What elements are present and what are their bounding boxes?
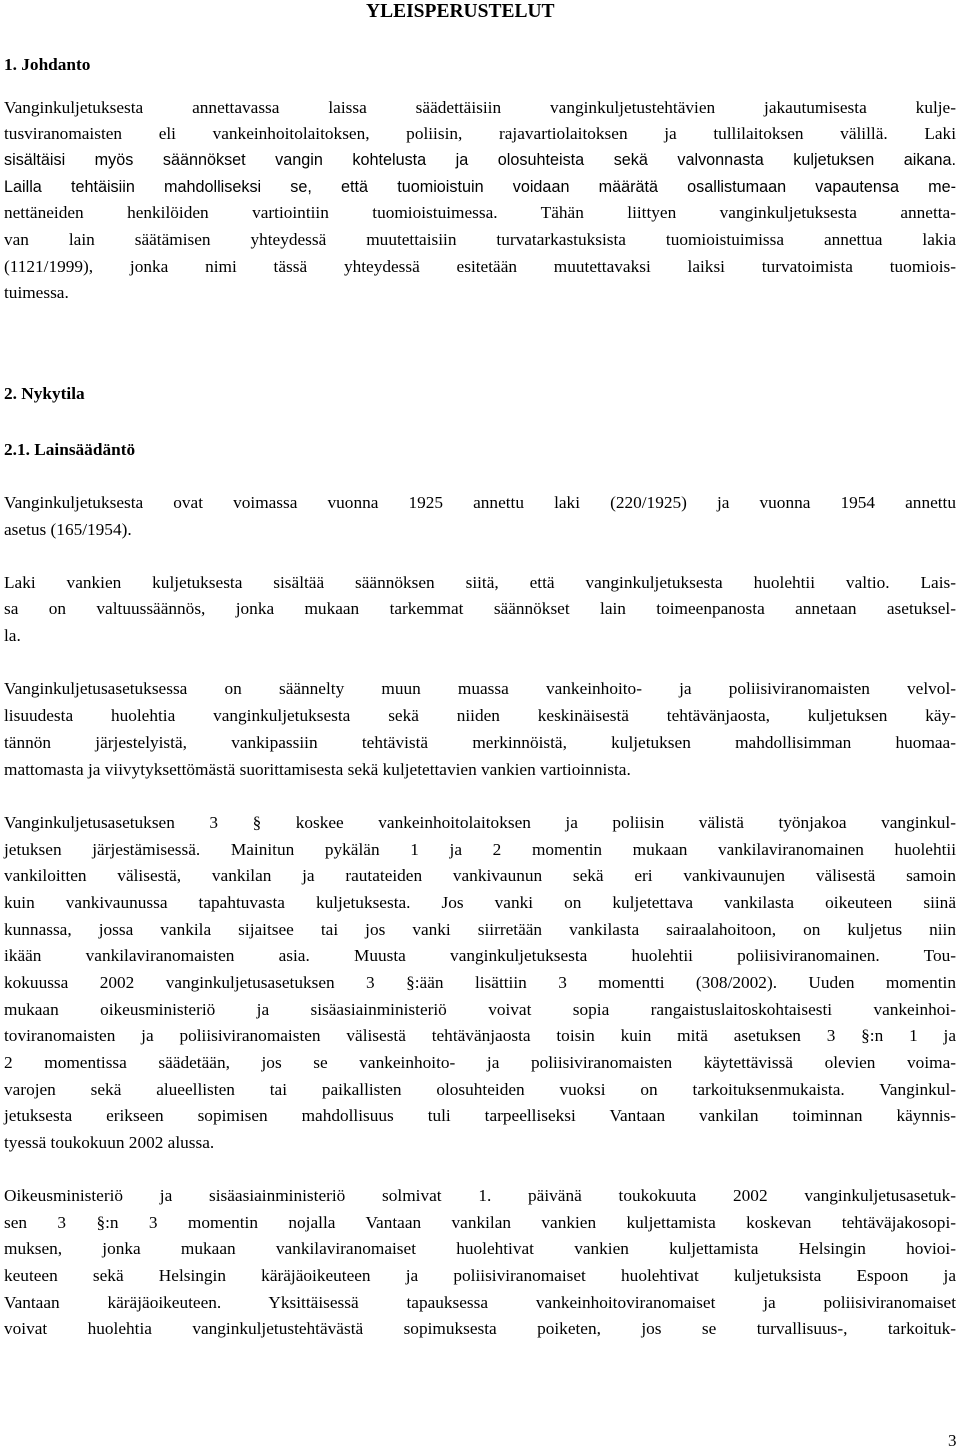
paragraph-line: ikään vankilaviranomaisten asia. Muusta vanginkuljetuksesta huolehtii poliisiviranomainen. Tou- — [4, 946, 956, 965]
section-heading-current-state: 2. Nykytila — [4, 384, 85, 403]
paragraph-line: muksen, jonka mukaan vankilaviranomaiset huolehtivat vankien kuljettamista Helsingin hovioi- — [4, 1239, 956, 1258]
document-header-title: YLEISPERUSTELUT — [366, 1, 555, 22]
paragraph-line: Oikeusministeriö ja sisäasiainministeriö solmivat 1. päivänä toukokuuta 2002 vanginkuljetusasetuk- — [4, 1186, 956, 1205]
section-heading-legislation: 2.1. Lainsäädäntö — [4, 440, 136, 459]
paragraph-line: tännön järjestelyistä, vankipassiin tehtävistä merkinnöistä, kuljetuksen mahdollisimman huomaa- — [4, 733, 956, 752]
paragraph-line: sa on valtuussäännös, jonka mukaan tarkemmat säännökset lain toimeenpanosta annetaan asetuksel- — [4, 599, 956, 618]
paragraph-line: (1121/1999), jonka nimi tässä yhteydessä esitetään muutettavaksi laiksi turvatoimista tuomiois- — [4, 257, 956, 276]
paragraph-line: van lain säätämisen yhteydessä muutettaisiin turvatarkastuksista tuomioistuimissa annettua lakia — [4, 230, 956, 249]
paragraph-line: kunnassa, jossa vankila sijaitsee tai jos vanki siirretään vankilasta sairaalahoitoon, on kuljetus niin — [4, 920, 956, 939]
paragraph-line: Laki vankien kuljetuksesta sisältää säännöksen siitä, että vanginkuljetuksesta huolehtii valtio. Lais- — [4, 573, 956, 592]
paragraph-line: lisuudesta huolehtia vanginkuljetuksesta sekä niiden keskinäisestä tehtävänjaosta, kuljetuksen käy- — [4, 706, 956, 725]
paragraph-line: tuimessa. — [4, 283, 69, 302]
paragraph-line: Vanginkuljetusasetuksessa on säännelty muun muassa vankeinhoito- ja poliisiviranomaisten velvol- — [4, 679, 956, 698]
paragraph-line: 2 momentissa säädetään, jos se vankeinhoito- ja poliisiviranomaisten käytettävissä olevien voima- — [4, 1053, 956, 1072]
page-number: 3 — [948, 1431, 957, 1450]
paragraph-line: tusviranomaisten eli vankeinhoitolaitoksen, poliisin, rajavartiolaitoksen ja tullilaitoksen välillä. Laki — [4, 124, 956, 143]
paragraph-line: kuin vankivaunussa tapahtuvasta kuljetuksesta. Jos vanki on kuljetettava vankilasta oikeuteen siinä — [4, 893, 956, 912]
paragraph-line: Vantaan käräjäoikeuteen. Yksittäisessä tapauksessa vankeinhoitoviranomaiset ja poliisiviranomaiset — [4, 1293, 956, 1312]
paragraph-line: keuteen sekä Helsingin käräjäoikeuteen ja poliisiviranomaiset huolehtivat kuljetuksista Espoon ja — [4, 1266, 956, 1285]
paragraph-line: Lailla tehtäisiin mahdolliseksi se, että tuomioistuin voidaan määrätä osallistumaan vapautensa me- — [4, 178, 956, 196]
paragraph-line: vankiloitten välisestä, vankilan ja rautateiden vankivaunun sekä eri vankivaunujen välisestä samoin — [4, 866, 956, 885]
paragraph-line: toviranomaisten ja poliisiviranomaisten välisestä tehtävänjaosta toisin kuin mitä asetuksen 3 §:n 1 ja — [4, 1026, 956, 1045]
paragraph-line: asetus (165/1954). — [4, 520, 132, 539]
paragraph-line: Vanginkuljetusasetuksen 3 § koskee vankeinhoitolaitoksen ja poliisin välistä työnjakoa vanginkul- — [4, 813, 956, 832]
paragraph-line: sisältäisi myös säännökset vangin kohtelusta ja olosuhteista sekä valvonnasta kuljetuksen aikana. — [4, 151, 956, 169]
paragraph-line: Vanginkuljetuksesta ovat voimassa vuonna 1925 annettu laki (220/1925) ja vuonna 1954 annettu — [4, 493, 956, 512]
paragraph-line: varojen sekä alueellisten tai paikallisten olosuhteiden vuoksi on tarkoituksenmukaista. Vanginkul- — [4, 1080, 956, 1099]
paragraph-line: jetuksesta erikseen sopimisen mahdollisuus tuli tarpeelliseksi Vantaan vankilan toiminnan käynnis- — [4, 1106, 956, 1125]
paragraph-line: sen 3 §:n 3 momentin nojalla Vantaan vankilan vankien kuljettamista koskevan tehtäväjakosopi- — [4, 1213, 956, 1232]
paragraph-line: mukaan oikeusministeriö ja sisäasiainministeriö voivat sopia rangaistuslaitoskohtaisesti vankeinhoi- — [4, 1000, 956, 1019]
paragraph-line: tyessä toukokuun 2002 alussa. — [4, 1133, 215, 1152]
paragraph-line: mattomasta ja viivytyksettömästä suorittamisesta sekä kuljetettavien vankien vartioinnista. — [4, 760, 631, 779]
paragraph-line: la. — [4, 626, 21, 645]
paragraph-line: Vanginkuljetuksesta annettavassa laissa säädettäisiin vanginkuljetustehtävien jakautumisesta kulje- — [4, 98, 956, 117]
paragraph-line: jetuksen järjestämisessä. Mainitun pykälän 1 ja 2 momentin mukaan vankilaviranomainen huolehtii — [4, 840, 956, 859]
paragraph-line: kokuussa 2002 vanginkuljetusasetuksen 3 §:ään lisättiin 3 momentti (308/2002). Uuden momentin — [4, 973, 956, 992]
paragraph-line: voivat huolehtia vanginkuljetustehtävästä sopimuksesta poiketen, jos se turvallisuus-, tarkoituk- — [4, 1319, 956, 1338]
section-heading-introduction: 1. Johdanto — [4, 55, 91, 74]
paragraph-line: nettäneiden henkilöiden vartiointiin tuomioistuimessa. Tähän liittyen vanginkuljetuksesta annetta- — [4, 203, 956, 222]
